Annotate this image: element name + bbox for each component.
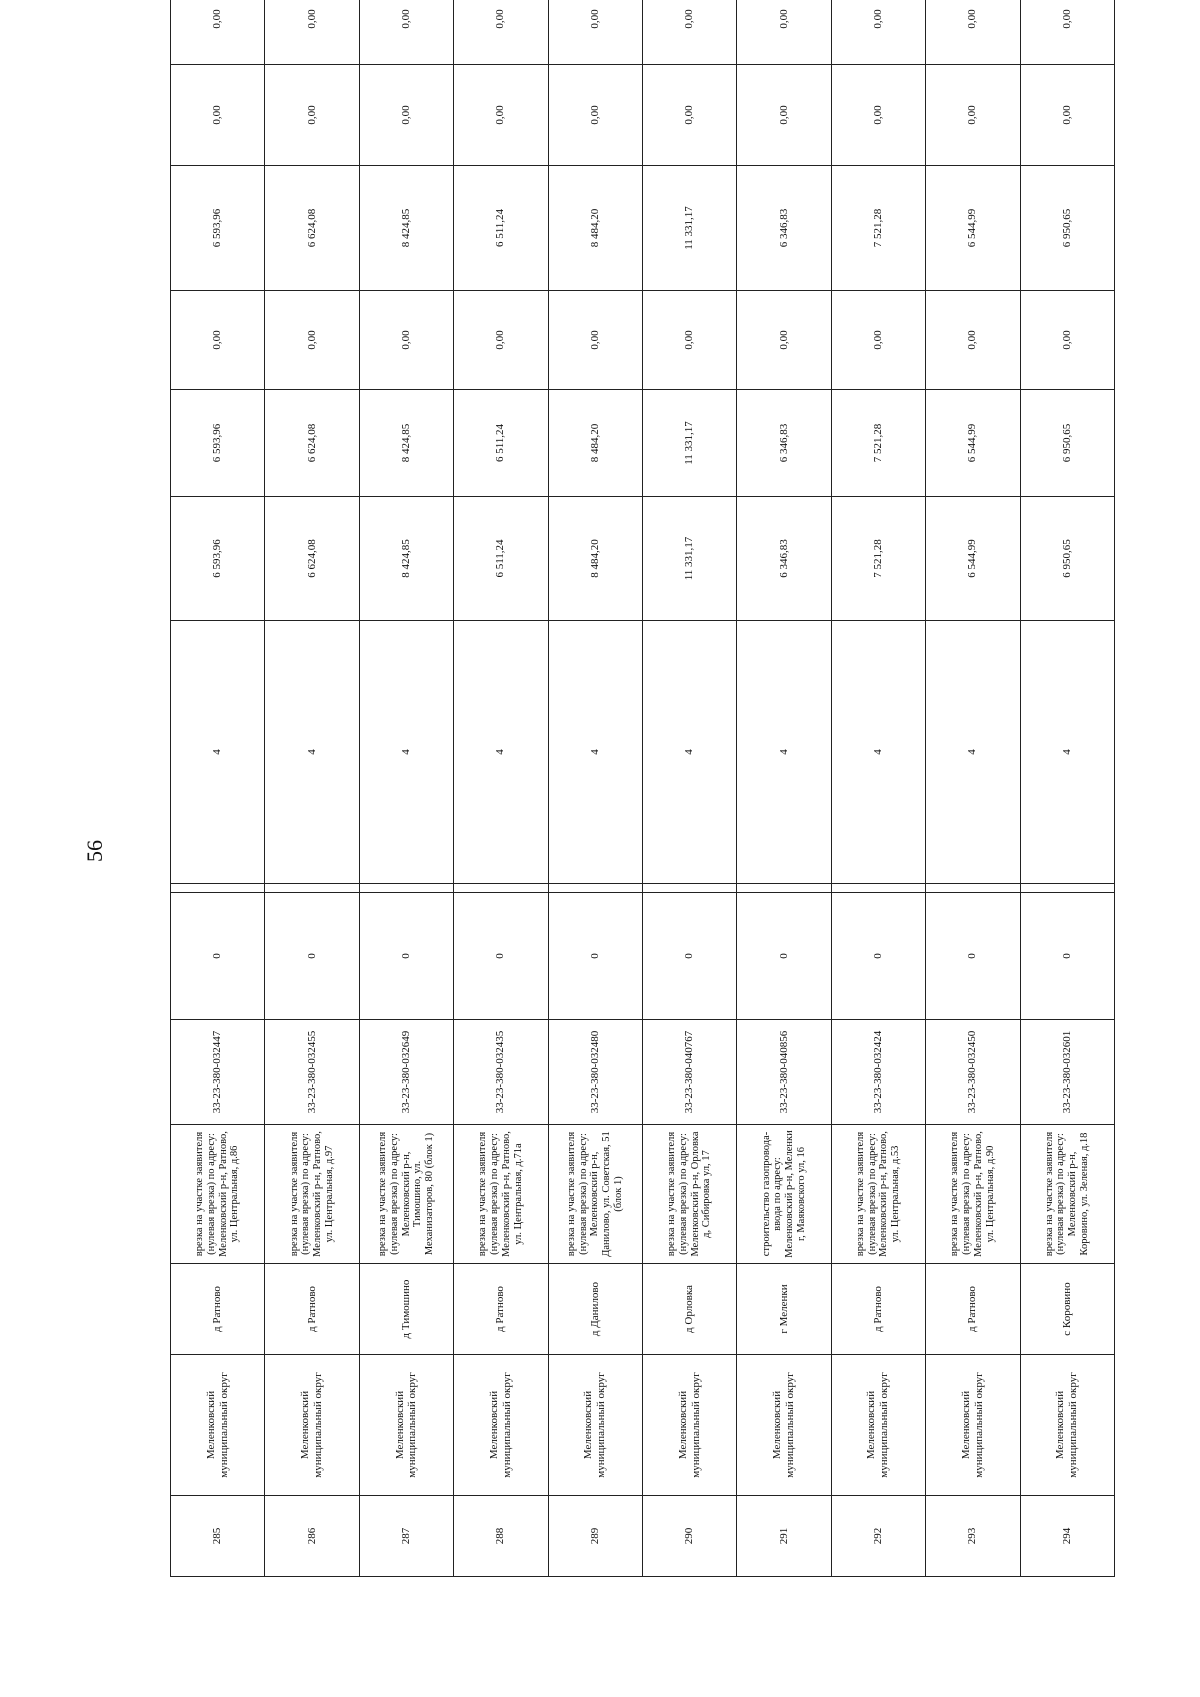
zero-amount-cell: 0,00 bbox=[1020, 65, 1114, 166]
amount-total-cell: 6 511,24 bbox=[454, 497, 548, 621]
zero-value-cell: 0 bbox=[926, 893, 1020, 1020]
amount-total-cell: 11 331,17 bbox=[642, 497, 736, 621]
amount-cell: 6 544,99 bbox=[926, 166, 1020, 291]
amount-cell: 6 593,96 bbox=[171, 390, 265, 497]
row-number-cell: 292 bbox=[831, 1496, 925, 1577]
zero-amount-cell: 0,00 bbox=[548, 65, 642, 166]
locality-cell: д Ратново bbox=[926, 1264, 1020, 1355]
description-cell: врезка на участке заявителя (нулевая врезка) по адресу: Меленковский р-н, Орловка д, Сибировка ул, 17 bbox=[642, 1125, 736, 1264]
table-row bbox=[454, 0, 548, 1577]
zero-amount-cell: 0,00 bbox=[737, 65, 831, 166]
locality-cell: д Тимошино bbox=[359, 1264, 453, 1355]
cadastral-number-cell: 33-23-380-032435 bbox=[454, 1020, 548, 1125]
zero-value-cell: 0 bbox=[642, 893, 736, 1020]
amount-total-cell: 6 544,99 bbox=[926, 497, 1020, 621]
amount-cell: 6 511,24 bbox=[454, 390, 548, 497]
row-number-cell: 291 bbox=[737, 1496, 831, 1577]
zero-amount-cell: 0,00 bbox=[265, 65, 359, 166]
zero-amount-cell: 0,00 bbox=[454, 65, 548, 166]
zero-value-cell: 0 bbox=[737, 893, 831, 1020]
cadastral-number-cell: 33-23-380-032455 bbox=[265, 1020, 359, 1125]
table-row bbox=[1020, 0, 1114, 1577]
category-cell: 4 bbox=[737, 621, 831, 884]
row-number-cell: 290 bbox=[642, 1496, 736, 1577]
table-row bbox=[171, 0, 265, 1577]
amount-cell: 6 511,24 bbox=[454, 166, 548, 291]
zero-amount-cell: 0,00 bbox=[926, 291, 1020, 390]
amount-cell: 7 521,28 bbox=[831, 390, 925, 497]
registry-table-rotated bbox=[170, 9, 1114, 1577]
empty-cell bbox=[548, 884, 642, 893]
municipality-cell: Меленковский муниципальный округ bbox=[548, 1355, 642, 1496]
page-number: 56 bbox=[82, 840, 107, 862]
amount-cell: 6 346,83 bbox=[737, 166, 831, 291]
amount-total-cell: 6 346,83 bbox=[737, 497, 831, 621]
zero-amount-cell: 0,00 bbox=[831, 65, 925, 166]
amount-total-cell: 6 950,65 bbox=[1020, 497, 1114, 621]
amount-cell: 11 331,17 bbox=[642, 390, 736, 497]
row-number-cell: 287 bbox=[359, 1496, 453, 1577]
table-body bbox=[171, 0, 1115, 1577]
amount-cell: 6 624,08 bbox=[265, 166, 359, 291]
zero-amount-cell: 0,00 bbox=[1020, 291, 1114, 390]
cadastral-number-cell: 33-23-380-032447 bbox=[171, 1020, 265, 1125]
amount-cell: 8 424,85 bbox=[359, 390, 453, 497]
category-cell: 4 bbox=[171, 621, 265, 884]
locality-cell: д Ратново bbox=[454, 1264, 548, 1355]
category-cell: 4 bbox=[926, 621, 1020, 884]
category-cell: 4 bbox=[642, 621, 736, 884]
zero-value-cell: 0 bbox=[171, 893, 265, 1020]
municipality-cell: Меленковский муниципальный округ bbox=[926, 1355, 1020, 1496]
row-number-cell: 289 bbox=[548, 1496, 642, 1577]
description-cell: врезка на участке заявителя (нулевая врезка) по адресу: Меленковский р-н, Данилово, ул. Советская, 51 (блок 1) bbox=[548, 1125, 642, 1264]
zero-amount-cell: 0,00 bbox=[642, 291, 736, 390]
amount-cell: 6 346,83 bbox=[737, 390, 831, 497]
description-cell: врезка на участке заявителя (нулевая врезка) по адресу: Меленковский р-н, Коровино, ул. Зеленая, д.18 bbox=[1020, 1125, 1114, 1264]
zero-value-cell: 0 bbox=[548, 893, 642, 1020]
description-cell: врезка на участке заявителя (нулевая врезка) по адресу: Меленковский р-н, Ратново, ул. Центральная, д.71а bbox=[454, 1125, 548, 1264]
amount-cell: 6 950,65 bbox=[1020, 390, 1114, 497]
row-number-cell: 285 bbox=[171, 1496, 265, 1577]
zero-amount-cell: 0,00 bbox=[454, 0, 548, 65]
zero-amount-cell: 0,00 bbox=[548, 291, 642, 390]
amount-total-cell: 8 424,85 bbox=[359, 497, 453, 621]
description-cell: врезка на участке заявителя (нулевая врезка) по адресу: Меленковский р-н, Тимошино, ул. Механизаторов, 80 (блок 1) bbox=[359, 1125, 453, 1264]
zero-amount-cell: 0,00 bbox=[359, 0, 453, 65]
cadastral-number-cell: 33-23-380-032649 bbox=[359, 1020, 453, 1125]
amount-total-cell: 7 521,28 bbox=[831, 497, 925, 621]
amount-cell: 7 521,28 bbox=[831, 166, 925, 291]
municipality-cell: Меленковский муниципальный округ bbox=[737, 1355, 831, 1496]
municipality-cell: Меленковский муниципальный округ bbox=[1020, 1355, 1114, 1496]
amount-cell: 11 331,17 bbox=[642, 166, 736, 291]
category-cell: 4 bbox=[265, 621, 359, 884]
locality-cell: с Коровино bbox=[1020, 1264, 1114, 1355]
amount-cell: 8 484,20 bbox=[548, 166, 642, 291]
zero-amount-cell: 0,00 bbox=[171, 65, 265, 166]
table-row bbox=[737, 0, 831, 1577]
zero-value-cell: 0 bbox=[454, 893, 548, 1020]
municipality-cell: Меленковский муниципальный округ bbox=[265, 1355, 359, 1496]
category-cell: 4 bbox=[454, 621, 548, 884]
amount-total-cell: 6 593,96 bbox=[171, 497, 265, 621]
municipality-cell: Меленковский муниципальный округ bbox=[171, 1355, 265, 1496]
category-cell: 4 bbox=[359, 621, 453, 884]
zero-amount-cell: 0,00 bbox=[642, 0, 736, 65]
empty-cell bbox=[454, 884, 548, 893]
zero-amount-cell: 0,00 bbox=[926, 0, 1020, 65]
empty-cell bbox=[642, 884, 736, 893]
zero-amount-cell: 0,00 bbox=[831, 291, 925, 390]
amount-cell: 6 544,99 bbox=[926, 390, 1020, 497]
table-row bbox=[265, 0, 359, 1577]
zero-value-cell: 0 bbox=[1020, 893, 1114, 1020]
amount-cell: 6 950,65 bbox=[1020, 166, 1114, 291]
table-row bbox=[831, 0, 925, 1577]
row-number-cell: 288 bbox=[454, 1496, 548, 1577]
table-row bbox=[926, 0, 1020, 1577]
registry-table bbox=[170, 0, 1115, 1577]
empty-cell bbox=[737, 884, 831, 893]
zero-amount-cell: 0,00 bbox=[737, 291, 831, 390]
empty-cell bbox=[359, 884, 453, 893]
zero-amount-cell: 0,00 bbox=[831, 0, 925, 65]
zero-amount-cell: 0,00 bbox=[171, 0, 265, 65]
row-number-cell: 286 bbox=[265, 1496, 359, 1577]
zero-amount-cell: 0,00 bbox=[1020, 0, 1114, 65]
empty-cell bbox=[831, 884, 925, 893]
description-cell: врезка на участке заявителя (нулевая врезка) по адресу: Меленковский р-н, Ратново, ул. Центральная, д.90 bbox=[926, 1125, 1020, 1264]
zero-value-cell: 0 bbox=[831, 893, 925, 1020]
category-cell: 4 bbox=[1020, 621, 1114, 884]
municipality-cell: Меленковский муниципальный округ bbox=[642, 1355, 736, 1496]
amount-cell: 8 424,85 bbox=[359, 166, 453, 291]
category-cell: 4 bbox=[548, 621, 642, 884]
locality-cell: д Данилово bbox=[548, 1264, 642, 1355]
zero-amount-cell: 0,00 bbox=[737, 0, 831, 65]
zero-amount-cell: 0,00 bbox=[171, 291, 265, 390]
cadastral-number-cell: 33-23-380-032480 bbox=[548, 1020, 642, 1125]
cadastral-number-cell: 33-23-380-032450 bbox=[926, 1020, 1020, 1125]
table-row bbox=[642, 0, 736, 1577]
zero-value-cell: 0 bbox=[359, 893, 453, 1020]
municipality-cell: Меленковский муниципальный округ bbox=[454, 1355, 548, 1496]
locality-cell: д Орловка bbox=[642, 1264, 736, 1355]
description-cell: врезка на участке заявителя (нулевая врезка) по адресу: Меленковский р-н, Ратново, ул. Центральная, д.97 bbox=[265, 1125, 359, 1264]
table-row bbox=[548, 0, 642, 1577]
empty-cell bbox=[265, 884, 359, 893]
description-cell: врезка на участке заявителя (нулевая врезка) по адресу: Меленковский р-н, Ратново, ул. Центральная, д.86 bbox=[171, 1125, 265, 1264]
zero-value-cell: 0 bbox=[265, 893, 359, 1020]
empty-cell bbox=[926, 884, 1020, 893]
zero-amount-cell: 0,00 bbox=[548, 0, 642, 65]
zero-amount-cell: 0,00 bbox=[454, 291, 548, 390]
cadastral-number-cell: 33-23-380-040856 bbox=[737, 1020, 831, 1125]
cadastral-number-cell: 33-23-380-040767 bbox=[642, 1020, 736, 1125]
locality-cell: д Ратново bbox=[265, 1264, 359, 1355]
empty-cell bbox=[171, 884, 265, 893]
zero-amount-cell: 0,00 bbox=[265, 291, 359, 390]
zero-amount-cell: 0,00 bbox=[265, 0, 359, 65]
locality-cell: д Ратново bbox=[831, 1264, 925, 1355]
amount-cell: 8 484,20 bbox=[548, 390, 642, 497]
locality-cell: г Меленки bbox=[737, 1264, 831, 1355]
locality-cell: д Ратново bbox=[171, 1264, 265, 1355]
amount-total-cell: 6 624,08 bbox=[265, 497, 359, 621]
table-row bbox=[359, 0, 453, 1577]
category-cell: 4 bbox=[831, 621, 925, 884]
empty-cell bbox=[1020, 884, 1114, 893]
cadastral-number-cell: 33-23-380-032601 bbox=[1020, 1020, 1114, 1125]
amount-cell: 6 624,08 bbox=[265, 390, 359, 497]
cadastral-number-cell: 33-23-380-032424 bbox=[831, 1020, 925, 1125]
municipality-cell: Меленковский муниципальный округ bbox=[831, 1355, 925, 1496]
row-number-cell: 293 bbox=[926, 1496, 1020, 1577]
zero-amount-cell: 0,00 bbox=[642, 65, 736, 166]
zero-amount-cell: 0,00 bbox=[359, 291, 453, 390]
zero-amount-cell: 0,00 bbox=[926, 65, 1020, 166]
description-cell: врезка на участке заявителя (нулевая врезка) по адресу: Меленковский р-н, Ратново, ул. Центральная, д.53 bbox=[831, 1125, 925, 1264]
description-cell: строительство газопровода-ввода по адресу: Меленковский р-н, Меленки г, Маяковского ул, 16 bbox=[737, 1125, 831, 1264]
row-number-cell: 294 bbox=[1020, 1496, 1114, 1577]
amount-total-cell: 8 484,20 bbox=[548, 497, 642, 621]
zero-amount-cell: 0,00 bbox=[359, 65, 453, 166]
amount-cell: 6 593,96 bbox=[171, 166, 265, 291]
municipality-cell: Меленковский муниципальный округ bbox=[359, 1355, 453, 1496]
